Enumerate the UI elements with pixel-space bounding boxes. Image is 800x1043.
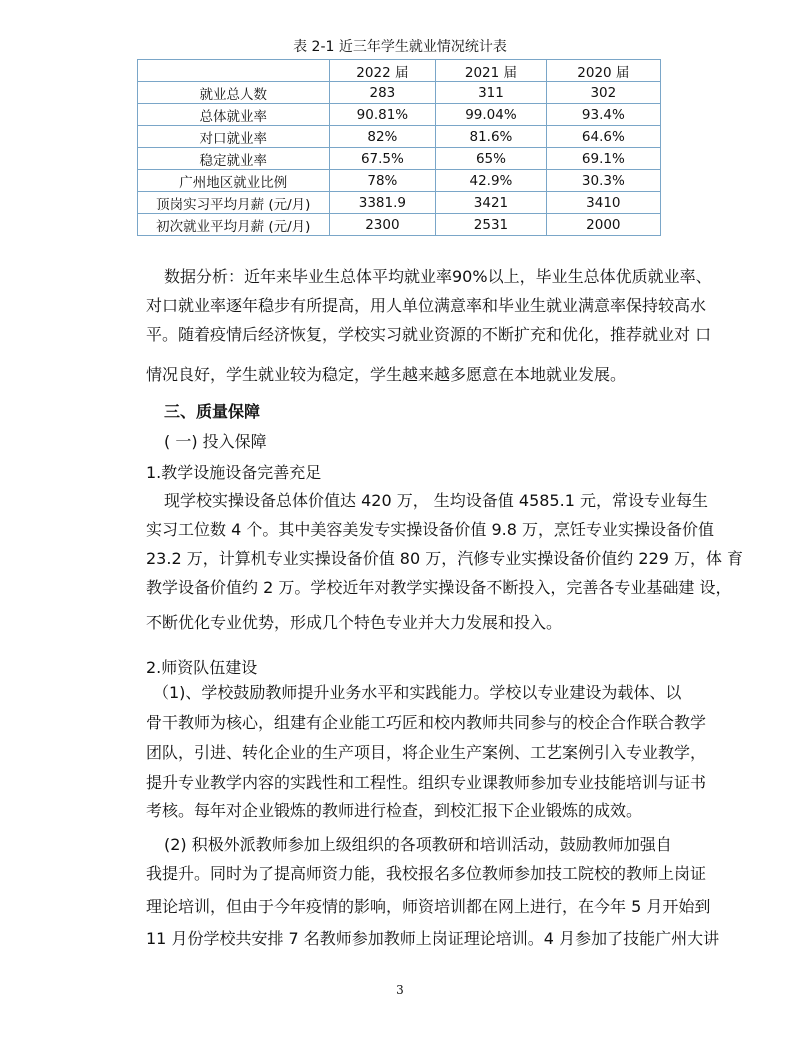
body-line: 11 月份学校共安排 7 名教师参加教师上岗证理论培训。4 月参加了技能广州大讲 xyxy=(146,929,720,948)
cell-2021: 65% xyxy=(436,148,546,170)
cell-2021: 311 xyxy=(436,82,546,104)
subsection-heading: ( 一) 投入保障 xyxy=(164,432,267,451)
analysis-line: 数据分析：近年来毕业生总体平均就业率90%以上，毕业生总体优质就业率、 xyxy=(164,267,712,286)
body-line: 不断优化专业优势，形成几个特色专业并大力发展和投入。 xyxy=(146,613,563,632)
table-row xyxy=(138,104,661,126)
cell-2021: 81.6% xyxy=(436,126,546,148)
cell-2021: 3421 xyxy=(436,192,546,214)
body-line: (2) 积极外派教师参加上级组织的各项教研和培训活动，鼓励教师加强自 xyxy=(164,835,672,854)
cell-2020: 30.3% xyxy=(546,170,660,192)
analysis-line: 情况良好，学生就业较为稳定，学生越来越多愿意在本地就业发展。 xyxy=(146,365,627,384)
cell-2022: 2300 xyxy=(329,214,436,236)
row-label: 初次就业平均月薪 (元/月) xyxy=(138,214,330,236)
table-row xyxy=(138,214,661,236)
employment-stats-table xyxy=(137,59,661,236)
row-label: 广州地区就业比例 xyxy=(138,170,330,192)
analysis-line: 对口就业率逐年稳步有所提高，用人单位满意率和毕业生就业满意率保持较高水 xyxy=(146,296,707,315)
body-line: 现学校实操设备总体价值达 420 万， 生均设备值 4585.1 元，常设专业每生 xyxy=(164,491,708,510)
table-row xyxy=(138,192,661,214)
cell-2021: 2531 xyxy=(436,214,546,236)
cell-2020: 3410 xyxy=(546,192,660,214)
cell-2022: 82% xyxy=(329,126,436,148)
body-line: 团队，引进、转化企业的生产项目，将企业生产案例、工艺案例引入专业教学， xyxy=(146,743,707,762)
body-line: 提升专业教学内容的实践性和工程性。组织专业课教师参加专业技能培训与证书 xyxy=(146,773,707,792)
cell-2021: 42.9% xyxy=(436,170,546,192)
body-line: 理论培训，但由于今年疫情的影响，师资培训都在网上进行，在今年 5 月开始到 xyxy=(146,897,711,916)
cell-2021: 99.04% xyxy=(436,104,546,126)
row-label: 对口就业率 xyxy=(138,126,330,148)
cell-2020: 2000 xyxy=(546,214,660,236)
table-row xyxy=(138,170,661,192)
cell-2020: 64.6% xyxy=(546,126,660,148)
cell-2020: 302 xyxy=(546,82,660,104)
table-header-cell: 2022 届 xyxy=(329,60,436,82)
cell-2022: 3381.9 xyxy=(329,192,436,214)
table-row xyxy=(138,82,661,104)
table-row xyxy=(138,148,661,170)
item-title: 1.教学设施设备完善充足 xyxy=(146,463,322,482)
analysis-line: 平。随着疫情后经济恢复，学校实习就业资源的不断扩充和优化，推荐就业对 口 xyxy=(146,325,712,344)
row-label: 顶岗实习平均月薪 (元/月) xyxy=(138,192,330,214)
table-header-cell xyxy=(138,60,330,82)
body-line: （1)、学校鼓励教师提升业务水平和实践能力。学校以专业建设为载体、以 xyxy=(153,683,682,702)
body-line: 实习工位数 4 个。其中美容美发专实操设备价值 9.8 万，烹饪专业实操设备价值 xyxy=(146,520,714,539)
row-label: 总体就业率 xyxy=(138,104,330,126)
table-caption: 表 2-1 近三年学生就业情况统计表 xyxy=(293,39,507,55)
body-line: 23.2 万，计算机专业实操设备价值 80 万，汽修专业实操设备价值约 229 万，体 育 xyxy=(146,549,744,568)
body-line: 教学设备价值约 2 万。学校近年对教学实操设备不断投入，完善各专业基础建 设， xyxy=(146,578,732,597)
body-line: 考核。每年对企业锻炼的教师进行检查，到校汇报下企业锻炼的成效。 xyxy=(146,801,643,820)
page-number: 3 xyxy=(396,983,404,997)
cell-2022: 67.5% xyxy=(329,148,436,170)
table-header-cell: 2021 届 xyxy=(436,60,546,82)
body-line: 骨干教师为核心，组建有企业能工巧匠和校内教师共同参与的校企合作联合教学 xyxy=(146,713,707,732)
item-title: 2.师资队伍建设 xyxy=(146,658,258,677)
cell-2022: 283 xyxy=(329,82,436,104)
table-header-row xyxy=(138,60,661,82)
body-line: 我提升。同时为了提高师资力能，我校报名多位教师参加技工院校的教师上岗证 xyxy=(146,864,707,883)
cell-2022: 90.81% xyxy=(329,104,436,126)
cell-2020: 69.1% xyxy=(546,148,660,170)
row-label: 就业总人数 xyxy=(138,82,330,104)
section-heading: 三、质量保障 xyxy=(164,402,261,421)
table-row xyxy=(138,126,661,148)
row-label: 稳定就业率 xyxy=(138,148,330,170)
cell-2020: 93.4% xyxy=(546,104,660,126)
table-header-cell: 2020 届 xyxy=(546,60,660,82)
cell-2022: 78% xyxy=(329,170,436,192)
